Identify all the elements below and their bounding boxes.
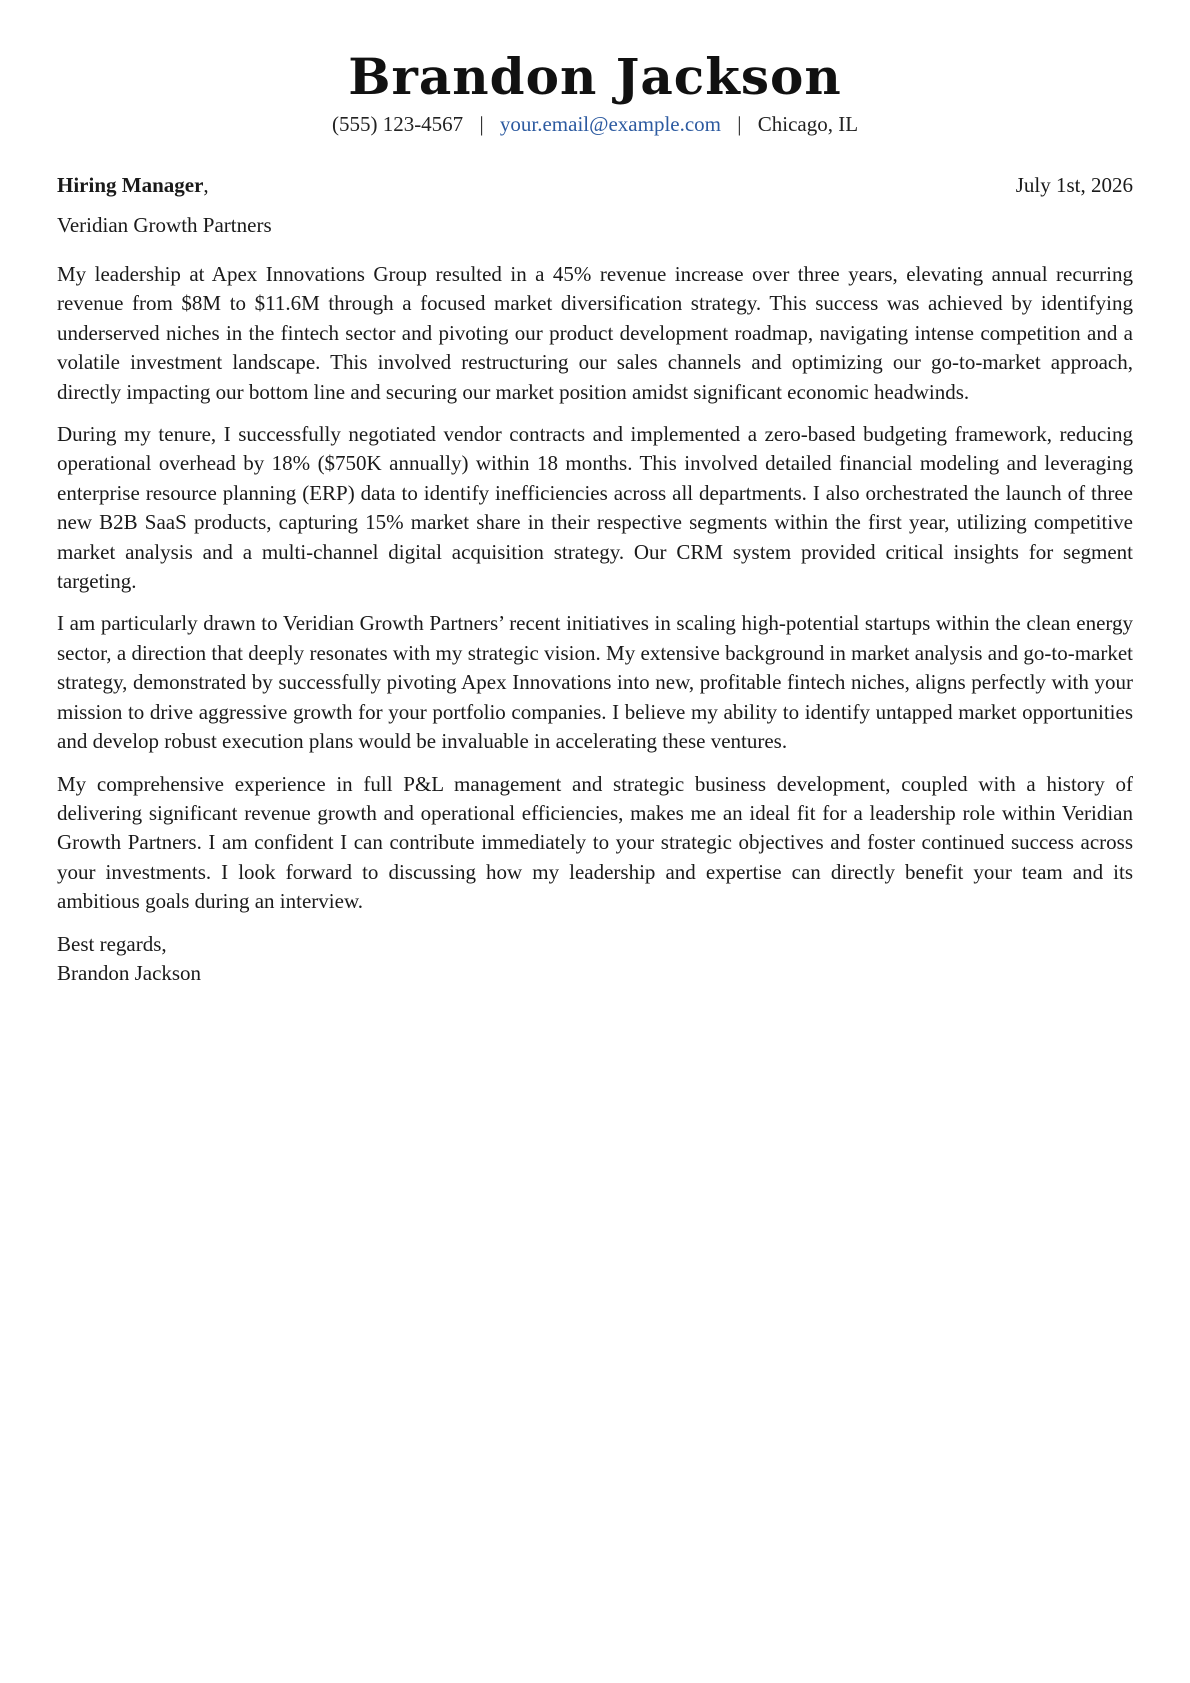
location: Chicago, IL [757,112,859,136]
body-paragraph-4: My comprehensive experience in full P&L management and strategic business development, coupled with a history of delivering significant revenue growth and operational efficiencies, makes me an ideal fit for a leadership role within Veridian Growth Partners. I am confident I can contribute immediately to your strategic objectives and foster continued success across your investments. I look forward to discussing how my leadership and expertise can directly benefit your team and its ambitious goals during an interview. [57,771,1133,914]
recipient-suffix: , [203,173,209,197]
salutation-row [57,171,1133,199]
recipient-line [57,171,209,199]
applicant-name: Brandon Jackson [348,47,842,106]
recipient-name: Hiring Manager [57,173,204,197]
separator: | [737,112,742,136]
closing-phrase: Best regards, [57,931,167,956]
body-paragraph-1: My leadership at Apex Innovations Group resulted in a 45% revenue increase over three years, elevating annual recurring revenue from $8M to $11.6M through a focused market diversification strategy. This success was achieved by identifying underserved niches in the fintech sector and pivoting our product development roadmap, navigating intense competition and a volatile investment landscape. This involved restructuring our sales channels and optimizing our go-to-market approach, directly impacting our bottom line and securing our market position amidst significant economic headwinds. [57,262,1133,404]
signature-name: Brandon Jackson [57,960,202,985]
body-paragraph-2: During my tenure, I successfully negotiated vendor contracts and implemented a zero-based budgeting framework, reducing operational overhead by 18% ($750K annually) within 18 months. This involved detailed financial modeling and leveraging enterprise resource planning (ERP) data to identify inefficiencies across all departments. I also orchestrated the launch of three new B2B SaaS products, capturing 15% market share in their respective segments within the first year, utilizing competitive market analysis and a multi-channel digital acquisition strategy. Our CRM system provided critical insights for segment targeting. [57,422,1133,594]
phone-number: (555) 123-4567 [331,112,464,136]
email-link[interactable]: your.email@example.com [499,112,722,136]
letter-body [57,260,1133,917]
body-paragraph-3: I am particularly drawn to Veridian Growth Partners’ recent initiatives in scaling high-potential startups within the clean energy sector, a direction that deeply resonates with my strategic vision. My extensive background in market analysis and go-to-market strategy, demonstrated by successfully pivoting Apex Innovations into new, profitable fintech niches, aligns perfectly with your mission to drive aggressive growth for your portfolio companies. I believe my ability to identify untapped market opportunities and develop robust execution plans would be invaluable in accelerating these ventures. [57,611,1133,754]
contact-line [57,110,1133,138]
letter-date: July 1st, 2026 [1015,173,1133,197]
company-name: Veridian Growth Partners [57,213,272,237]
separator: | [479,112,484,136]
closing-block [57,930,1133,988]
